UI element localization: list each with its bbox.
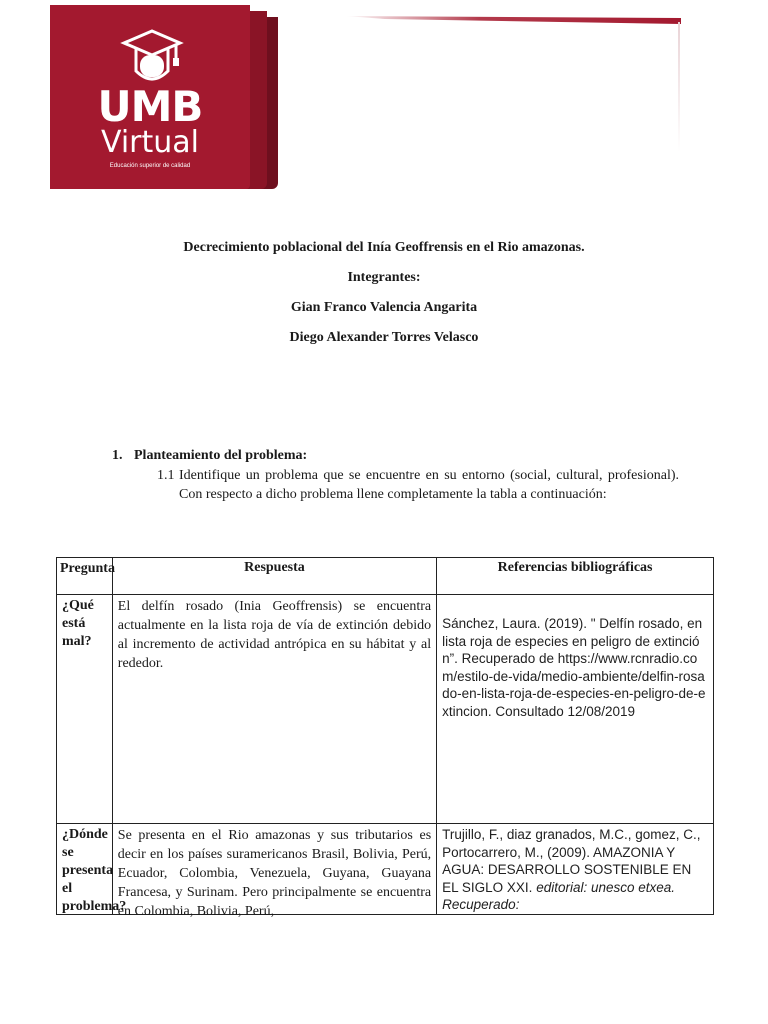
problem-table xyxy=(56,557,714,919)
answer-cell: El delfín rosado (Inia Geoffrensis) se encuentra actualmente en la lista roja de vía de extinción debido al incremento de actividad antrópica en su hábitat y al rededor. xyxy=(112,595,436,824)
table-row xyxy=(57,595,714,824)
header-referencias: Referencias bibliográficas xyxy=(437,558,714,595)
question-cell: ¿Qué está mal? xyxy=(57,595,113,824)
logo-front-page xyxy=(50,5,250,189)
section-instruction xyxy=(157,466,679,504)
header-decorative-stripe xyxy=(345,16,681,24)
umb-virtual-logo xyxy=(50,5,280,190)
member-name-1: Gian Franco Valencia Angarita xyxy=(290,300,478,315)
document-title: Decrecimiento poblacional del Inía Geoffrensis en el Rio amazonas. xyxy=(183,240,585,255)
reference-text: Trujillo, F., diaz granados, M.C., gomez, C., Portocarrero, M., (2009). AMAZONIA Y AGUA: DESARROLLO SOSTENIBLE EN EL SIGLO XXI. xyxy=(442,827,701,895)
members-label: Integrantes: xyxy=(347,270,421,285)
member-name-2: Diego Alexander Torres Velasco xyxy=(289,330,479,345)
reference-text: Sánchez, Laura. (2019). " Delfín rosado, en lista roja de especies en peligro de extinción”. Recuperado de https://www.rcnradio.com/estilo-de-vida/medio-ambiente/delfin-rosado-en-lista-roja-de-especies-en-peligro-de-extincion. Consultado 12/08/2019 xyxy=(442,616,706,719)
subsection-number: 1.1 xyxy=(157,468,175,483)
table-header-row xyxy=(57,558,714,595)
answer-text: Se presenta en el Rio amazonas y sus tributarios es decir en los países suramericanos Brasil, Bolivia, Perú, Ecuador, Colombia, Venezuela, Guyana, Guayana Francesa, y Surinam. Pero principalmente se encuentra en Colombia, Bolivia, Perú, xyxy=(117,828,432,919)
table-row xyxy=(57,824,714,915)
logo-virtual-text: Virtual xyxy=(100,125,200,160)
header-respuesta: Respuesta xyxy=(112,558,436,595)
logo-umb-text: UMB xyxy=(97,82,203,131)
logo-tagline: Educación superior de calidad xyxy=(109,163,191,169)
reference-italic-text: editorial: unesco etxea. Recuperado: xyxy=(442,879,676,912)
section-title: Planteamiento del problema: xyxy=(134,448,308,463)
reference-cell xyxy=(437,824,714,915)
header-decorative-line xyxy=(678,22,680,152)
answer-cell xyxy=(112,824,436,919)
section-number: 1. xyxy=(112,448,123,463)
section-heading xyxy=(112,448,307,464)
subsection-text: Identifique un problema que se encuentre en su entorno (social, cultural, profesional). Con respecto a dicho problema llene completamente la tabla a continuación: xyxy=(179,468,679,502)
question-text: ¿Dónde se presenta el problema? xyxy=(62,827,127,914)
reference-cell xyxy=(437,595,714,824)
header-pregunta: Pregunta xyxy=(57,558,113,595)
question-cell xyxy=(57,824,127,915)
